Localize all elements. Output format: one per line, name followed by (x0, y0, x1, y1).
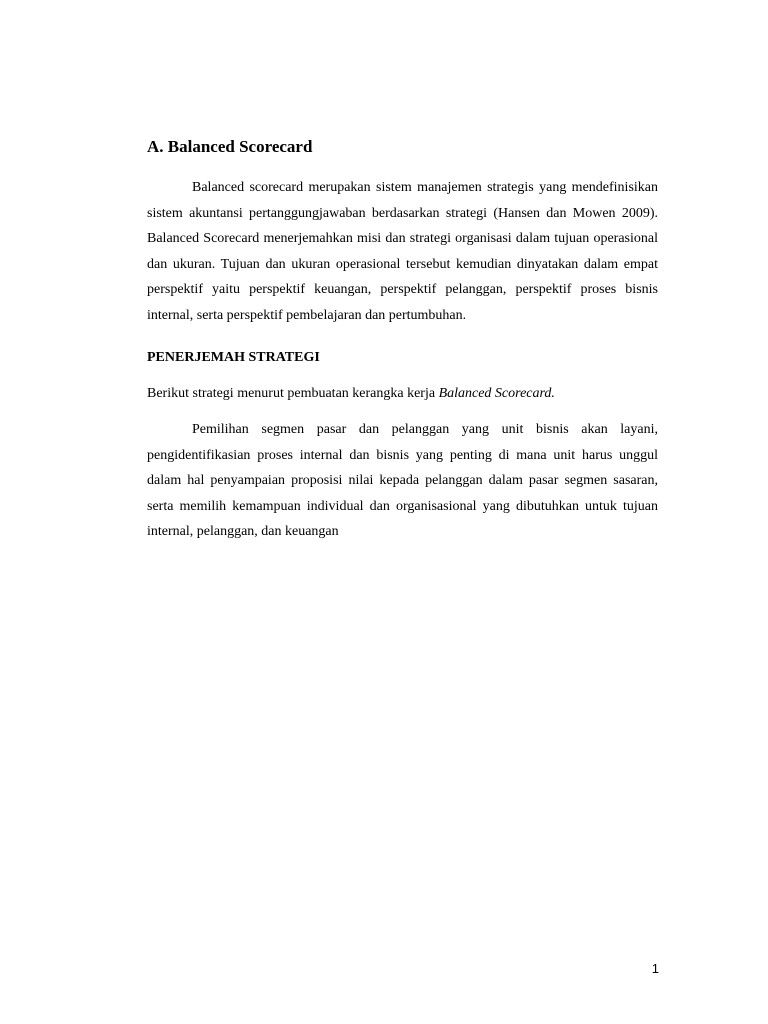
section-title: A. Balanced Scorecard (147, 137, 313, 156)
intro-line-text: Berikut strategi menurut pembuatan kerangka kerja (147, 386, 439, 401)
intro-line-italic-term: Balanced Scorecard. (438, 386, 555, 401)
paragraph-strategy-description: Pemilihan segmen pasar dan pelanggan yang unit bisnis akan layani, pengidentifikasian proses internal dan bisnis yang penting di mana unit harus unggul dalam hal penyampaian proposisi nilai kepada pelanggan dalam pasar segmen sasaran, serta memilih kemampuan individual dan organisasional yang dibutuhkan untuk tujuan internal, pelanggan, dan keuangan (147, 422, 658, 539)
page-content (147, 134, 658, 545)
paragraph-balanced-scorecard-definition: Balanced scorecard merupakan sistem manajemen strategis yang mendefinisikan sistem akuntansi pertanggungjawaban berdasarkan strategi (Hansen dan Mowen 2009). Balanced Scorecard menerjemahkan misi dan strategi organisasi dalam tujuan operasional dan ukuran. Tujuan dan ukuran operasional tersebut kemudian dinyatakan dalam empat perspektif yaitu perspektif keuangan, perspektif pelanggan, perspektif proses bisnis internal, serta perspektif pembelajaran dan pertumbuhan. (147, 180, 658, 323)
intro-line (147, 383, 658, 405)
page-number: 1 (651, 961, 659, 976)
subheading-penerjemah-strategi: PENERJEMAH STRATEGI (147, 350, 320, 365)
